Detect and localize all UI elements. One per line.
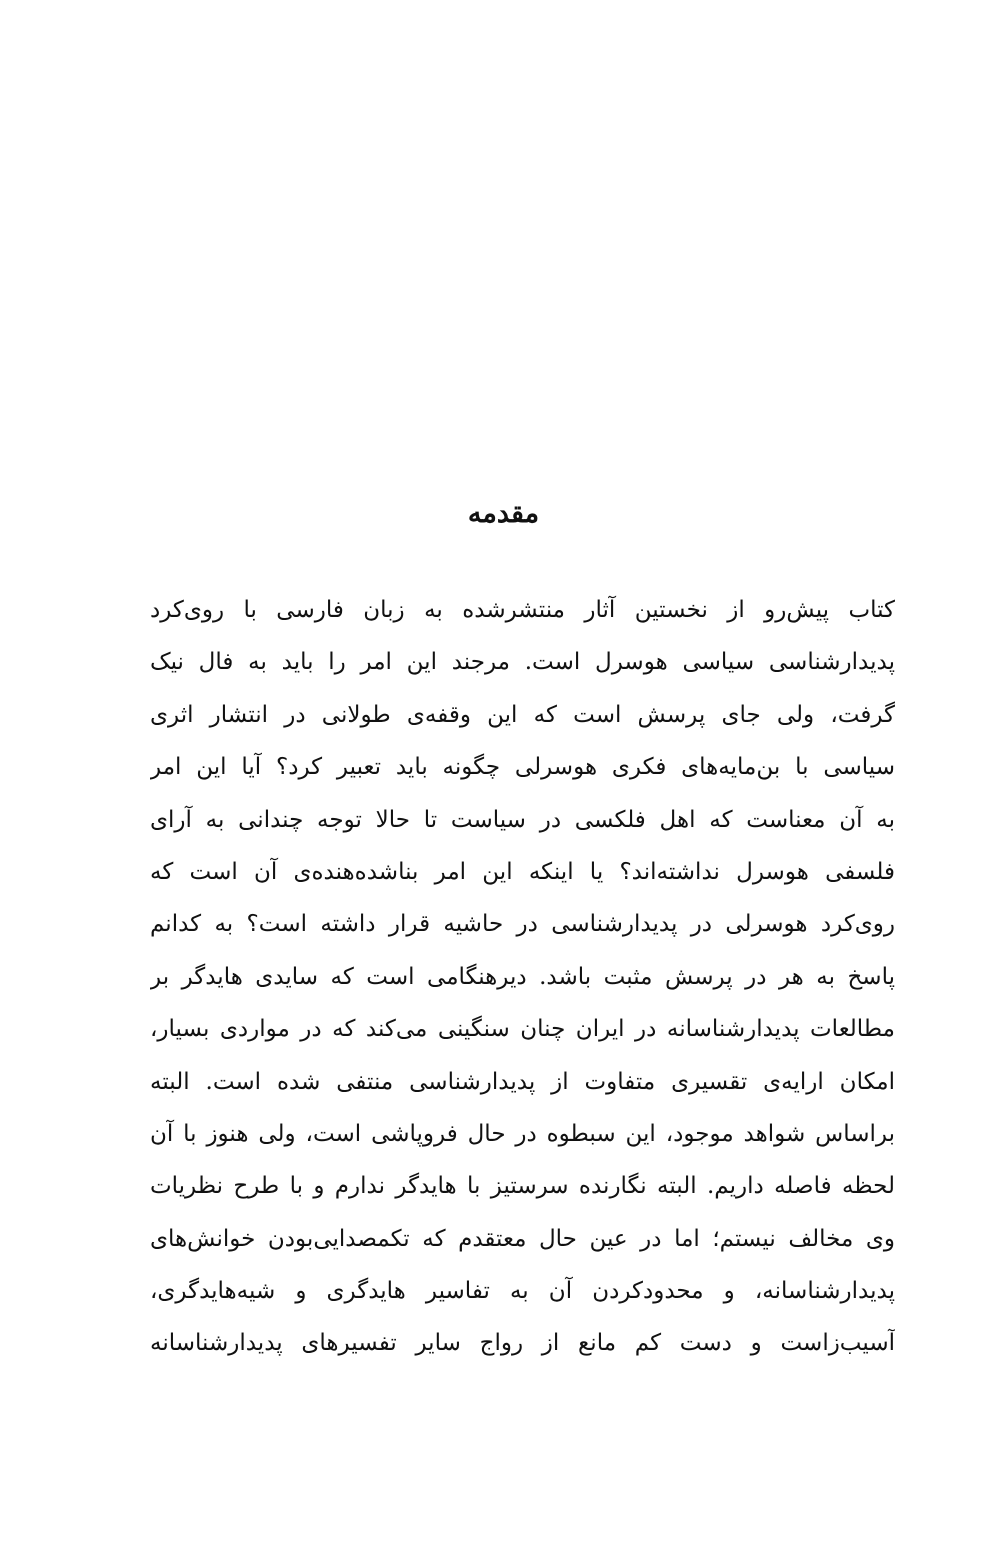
text-line-6: فلسفی هوسرل نداشته‌اند؟ یا اینکه این امر بناشده‌هنده‌ی آن است که <box>150 858 895 885</box>
text-line-7: روی‌کرد هوسرلی در پدیدارشناسی در حاشیه قرار داشته است؟ به کدانم <box>150 911 895 938</box>
text-line-1: کتاب پیش‌رو از نخستین آثار منتشرشده به زبان فارسی با روی‌کرد <box>150 597 895 623</box>
text-line-2: پدیدارشناسی سیاسی هوسرل است. مرجند این امر را باید به فال نیک <box>150 649 895 676</box>
text-line-4: سیاسی با بن‌مایه‌های فکری هوسرلی‌ چگونه باید تعبیر کرد؟ آیا این امر <box>150 754 895 781</box>
text-line-8: پاسخ به هر در پرسش مثبت باشد. دیرهنگامی است که سایدی هایدگر بر <box>150 963 895 990</box>
text-line-14: پدیدارشناسانه، و محدودکردن آن به تفاسیر هایدگری و شیه‌هایدگری، <box>150 1278 895 1305</box>
body-paragraph <box>150 584 895 1370</box>
text-line-13: وی مخالف نیستم؛ اما در عین حال معتقدم که تکمصدایی‌بودن خوانش‌های <box>150 1225 895 1252</box>
text-line-3: گرفت، ولی جای پرسش است که این وقفه‌ی طولانی در انتشار اثری <box>150 701 895 728</box>
text-line-9: مطالعات پدیدارشناسانه در ایران چنان سنگینی می‌کند که در مواردی بسیار، <box>150 1016 895 1043</box>
text-line-11: براساس شواهد موجود، این سبطوه در حال فروپاشی است، ولی هنوز با آن <box>150 1120 895 1147</box>
text-line-12: لحظه فاصله داریم. البته نگارنده سرستیز با هایدگر ندارم و با طرح نظریات <box>150 1173 895 1200</box>
text-line-5: به آن معناست که اهل فلکسی در سیاست تا حالا توجه چندانی به آرای <box>150 806 895 833</box>
chapter-heading: مقدمه <box>467 498 540 529</box>
text-line-10: امکان ارایه‌ی تقسیری متفاوت از پدیدارشناسی منتفی شده است. البته <box>150 1068 895 1095</box>
text-line-15: آسیب‌زاست و دست کم مانع از رواج سایر تفسیرهای پدیدارشناسانه <box>150 1330 895 1357</box>
